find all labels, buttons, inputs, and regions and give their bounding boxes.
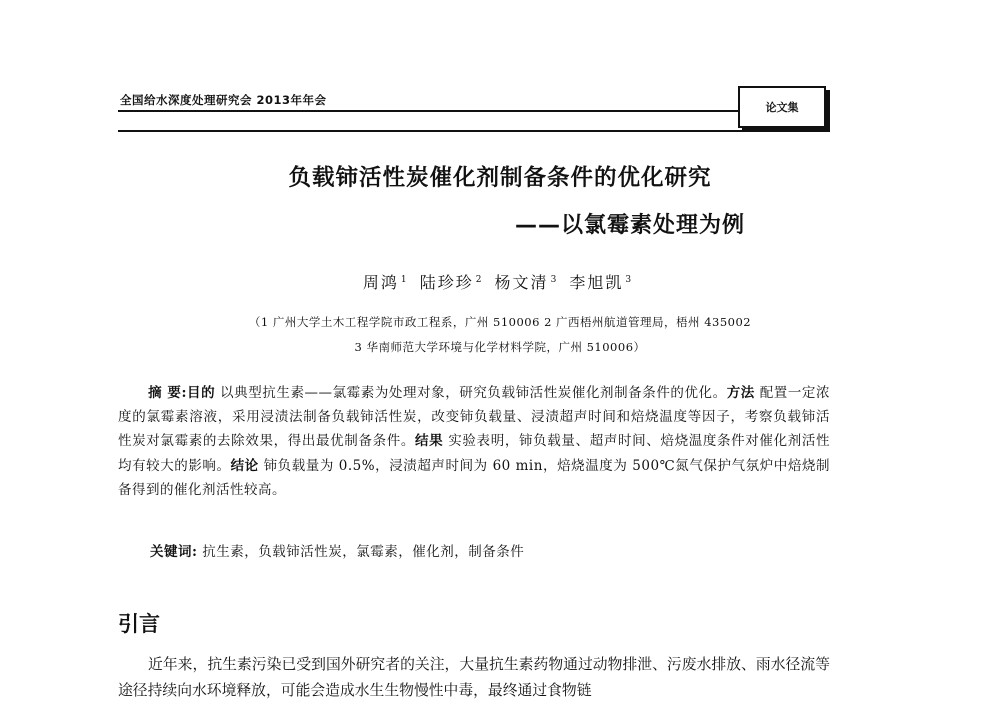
conclusion-text: 铈负载量为 0.5%，浸渍超声时间为 60 min，焙烧温度为 500℃氮气保护气氛炉中焙烧制备得到的催化剂活性较高。 xyxy=(118,457,830,498)
result-label: 结果 xyxy=(415,433,444,450)
method-text: 配置一定浓度的氯霉素溶液，采用浸渍法制备负载铈活性炭，改变铈负载量、浸渍超声时间和焙烧温度等因子，考察负载铈活性炭对氯霉素的去除效果，得出最优制备条件。 xyxy=(118,385,831,450)
keywords-label: 关键词: xyxy=(150,544,198,560)
conclusion-label: 结论 xyxy=(230,457,259,474)
keywords-text: 抗生素，负载铈活性炭，氯霉素，催化剂，制备条件 xyxy=(197,544,525,560)
header-rule-top xyxy=(118,110,740,112)
affiliation-line-2: 3 华南师范大学环境与化学材料学院，广州 510006） xyxy=(354,340,646,354)
purpose-text: 以典型抗生素——氯霉素为处理对象，研究负载铈活性炭催化剂制备条件的优化。 xyxy=(215,385,727,401)
paper-subtitle: ——以氯霉素处理为例 xyxy=(515,213,746,238)
author-name: 周鸿 xyxy=(362,273,399,292)
abstract xyxy=(118,381,830,502)
author-list xyxy=(0,270,1000,293)
method-label: 方法 xyxy=(726,385,755,401)
intro-text: 近年来，抗生素污染已受到国外研究者的关注，大量抗生素药物通过动物排泄、污废水排放、雨水径流等途径持续向水环境释放，可能会造成水生生物慢性中毒，最终通过食物链 xyxy=(118,656,830,699)
author-affiliation-mark: 2 xyxy=(475,274,482,285)
keywords xyxy=(150,540,524,560)
paper-title: 负载铈活性炭催化剂制备条件的优化研究 xyxy=(288,165,712,191)
header-conference: 全国给水深度处理研究会 2013年年会 xyxy=(120,93,327,107)
author-name: 李旭凯 xyxy=(569,273,624,292)
author-name: 陆珍珍 xyxy=(419,273,474,292)
result-text: 实验表明，铈负载量、超声时间、焙烧温度条件对催化剂活性均有较大的影响。 xyxy=(118,433,831,474)
section-heading: 引言 xyxy=(118,612,160,636)
author-affiliation-mark: 3 xyxy=(625,274,632,285)
intro-paragraph xyxy=(118,652,830,704)
author-name: 杨文清 xyxy=(494,273,549,292)
purpose-label: 目的 xyxy=(186,385,216,401)
affiliation-line-1: （1 广州大学土木工程学院市政工程系，广州 510006 2 广西梧州航道管理局，梧州 435002 xyxy=(248,315,752,329)
abstract-label: 摘 要: xyxy=(148,385,187,401)
proceedings-badge xyxy=(738,86,826,128)
author-affiliation-mark: 1 xyxy=(400,274,407,285)
header-rule-bottom xyxy=(118,130,830,132)
badge-label: 论文集 xyxy=(765,101,799,114)
author-affiliation-mark: 3 xyxy=(550,274,557,285)
